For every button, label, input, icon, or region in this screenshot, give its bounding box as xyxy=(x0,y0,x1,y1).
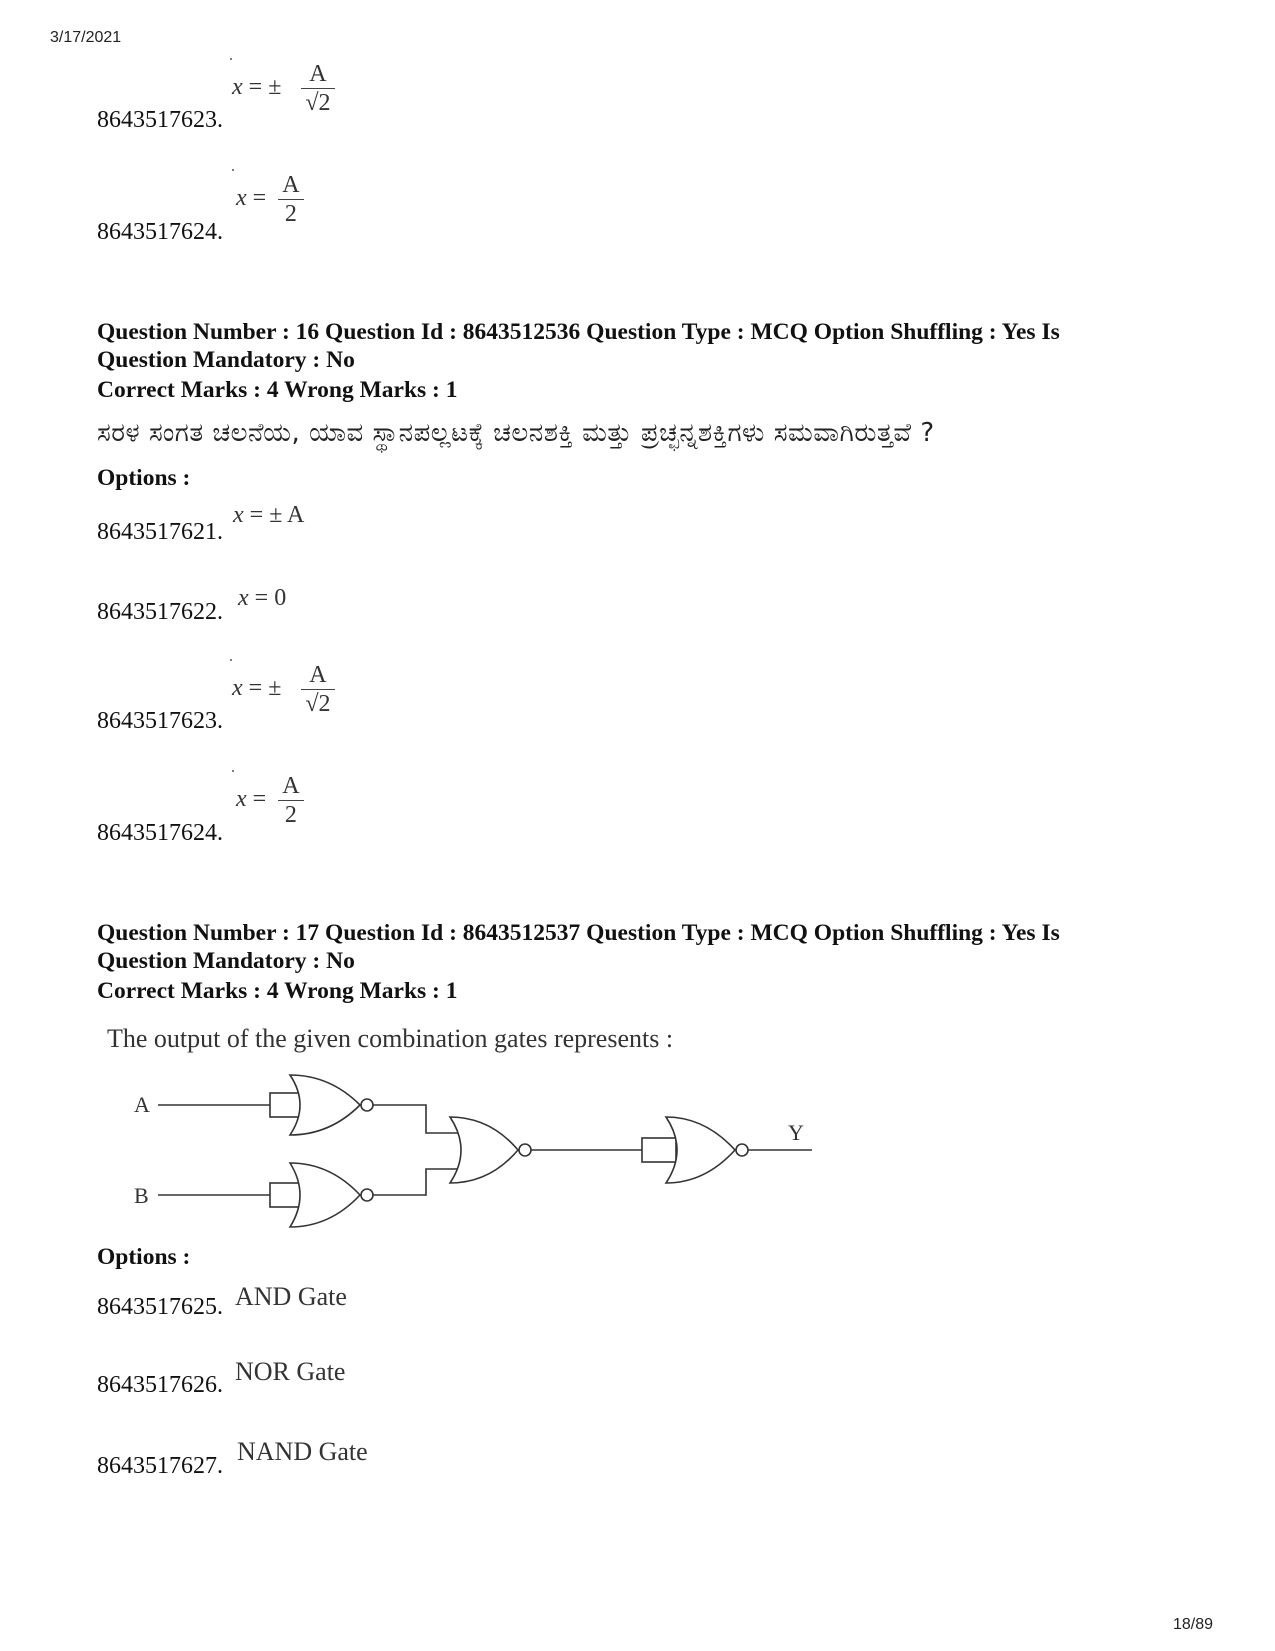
question-17-header-line1: Question Number : 17 Question Id : 8643512537 Question Type : MCQ Option Shuffling : Yes Is xyxy=(97,920,1060,946)
option-id: 8643517626. xyxy=(97,1372,223,1398)
label-output-y: Y xyxy=(788,1120,804,1145)
nor-gate-1 xyxy=(290,1075,360,1135)
logic-gate-diagram xyxy=(120,1065,840,1240)
input-box-b xyxy=(270,1183,302,1207)
question-16-header xyxy=(97,318,1197,374)
option-id: 8643517623. xyxy=(97,107,223,133)
scan-dot xyxy=(232,770,234,772)
option-expression: x = $\frac{A}{2}$ xyxy=(236,772,304,829)
inversion-bubble-4 xyxy=(736,1144,748,1156)
option-id: 8643517621. xyxy=(97,519,223,545)
option-id: 8643517622. xyxy=(97,599,223,625)
option-expression: x = ± A xyxy=(233,502,305,528)
nor-gate-3 xyxy=(450,1117,518,1183)
option-id: 8643517624. xyxy=(97,219,223,245)
label-input-b: B xyxy=(134,1183,149,1208)
option-expression: x = 0 xyxy=(238,585,287,611)
option-id: 8643517625. xyxy=(97,1294,223,1320)
page-number: 18/89 xyxy=(1173,1616,1214,1633)
nor-gate-2 xyxy=(290,1163,360,1227)
option-text: NAND Gate xyxy=(237,1437,368,1466)
option-expression: x = $\frac{A}{2}$ xyxy=(236,171,304,228)
question-17-marks: Correct Marks : 4 Wrong Marks : 1 xyxy=(97,978,458,1004)
wire-gate1-out xyxy=(373,1105,460,1133)
inversion-bubble-1 xyxy=(361,1099,373,1111)
input-box-final xyxy=(642,1138,676,1162)
option-text: NOR Gate xyxy=(235,1357,346,1386)
option-id: 8643517624. xyxy=(97,820,223,846)
nor-gate-4 xyxy=(666,1117,735,1183)
option-expression: x = ± $\frac{A}{√2}$ xyxy=(232,60,335,117)
question-17-header-line2: Question Mandatory : No xyxy=(97,948,355,974)
question-16-header-line1: Question Number : 16 Question Id : 8643512536 Question Type : MCQ Option Shuffling : Yes Is xyxy=(97,319,1060,345)
scan-dot xyxy=(232,169,234,171)
question-16-marks: Correct Marks : 4 Wrong Marks : 1 xyxy=(97,377,458,403)
label-input-a: A xyxy=(134,1092,150,1117)
option-id: 8643517623. xyxy=(97,708,223,734)
option-text: AND Gate xyxy=(235,1282,347,1311)
option-id: 8643517627. xyxy=(97,1453,223,1479)
question-17-options-label: Options : xyxy=(97,1244,191,1270)
option-expression: x = ± $\frac{A}{√2}$ xyxy=(232,661,335,718)
question-16-options-label: Options : xyxy=(97,465,191,491)
question-17-header xyxy=(97,919,1197,975)
inversion-bubble-2 xyxy=(361,1189,373,1201)
inversion-bubble-3 xyxy=(519,1144,531,1156)
print-date: 3/17/2021 xyxy=(50,29,122,46)
input-box-a xyxy=(270,1093,302,1117)
question-17-text: The output of the given combination gates represents : xyxy=(107,1024,674,1053)
question-16-header-line2: Question Mandatory : No xyxy=(97,347,355,373)
question-16-text: ಸರಳ ಸಂಗತ ಚಲನೆಯ, ಯಾವ ಸ್ಥಾನಪಲ್ಲಟಕ್ಕೆ ಚಲನಶಕ್ತಿ ಮತ್ತು ಪ್ರಚ್ಛನ್ನಶಕ್ತಿಗಳು ಸಮವಾಗಿರುತ್ತವೆ ? xyxy=(97,418,935,448)
wire-gate2-out xyxy=(373,1169,460,1195)
